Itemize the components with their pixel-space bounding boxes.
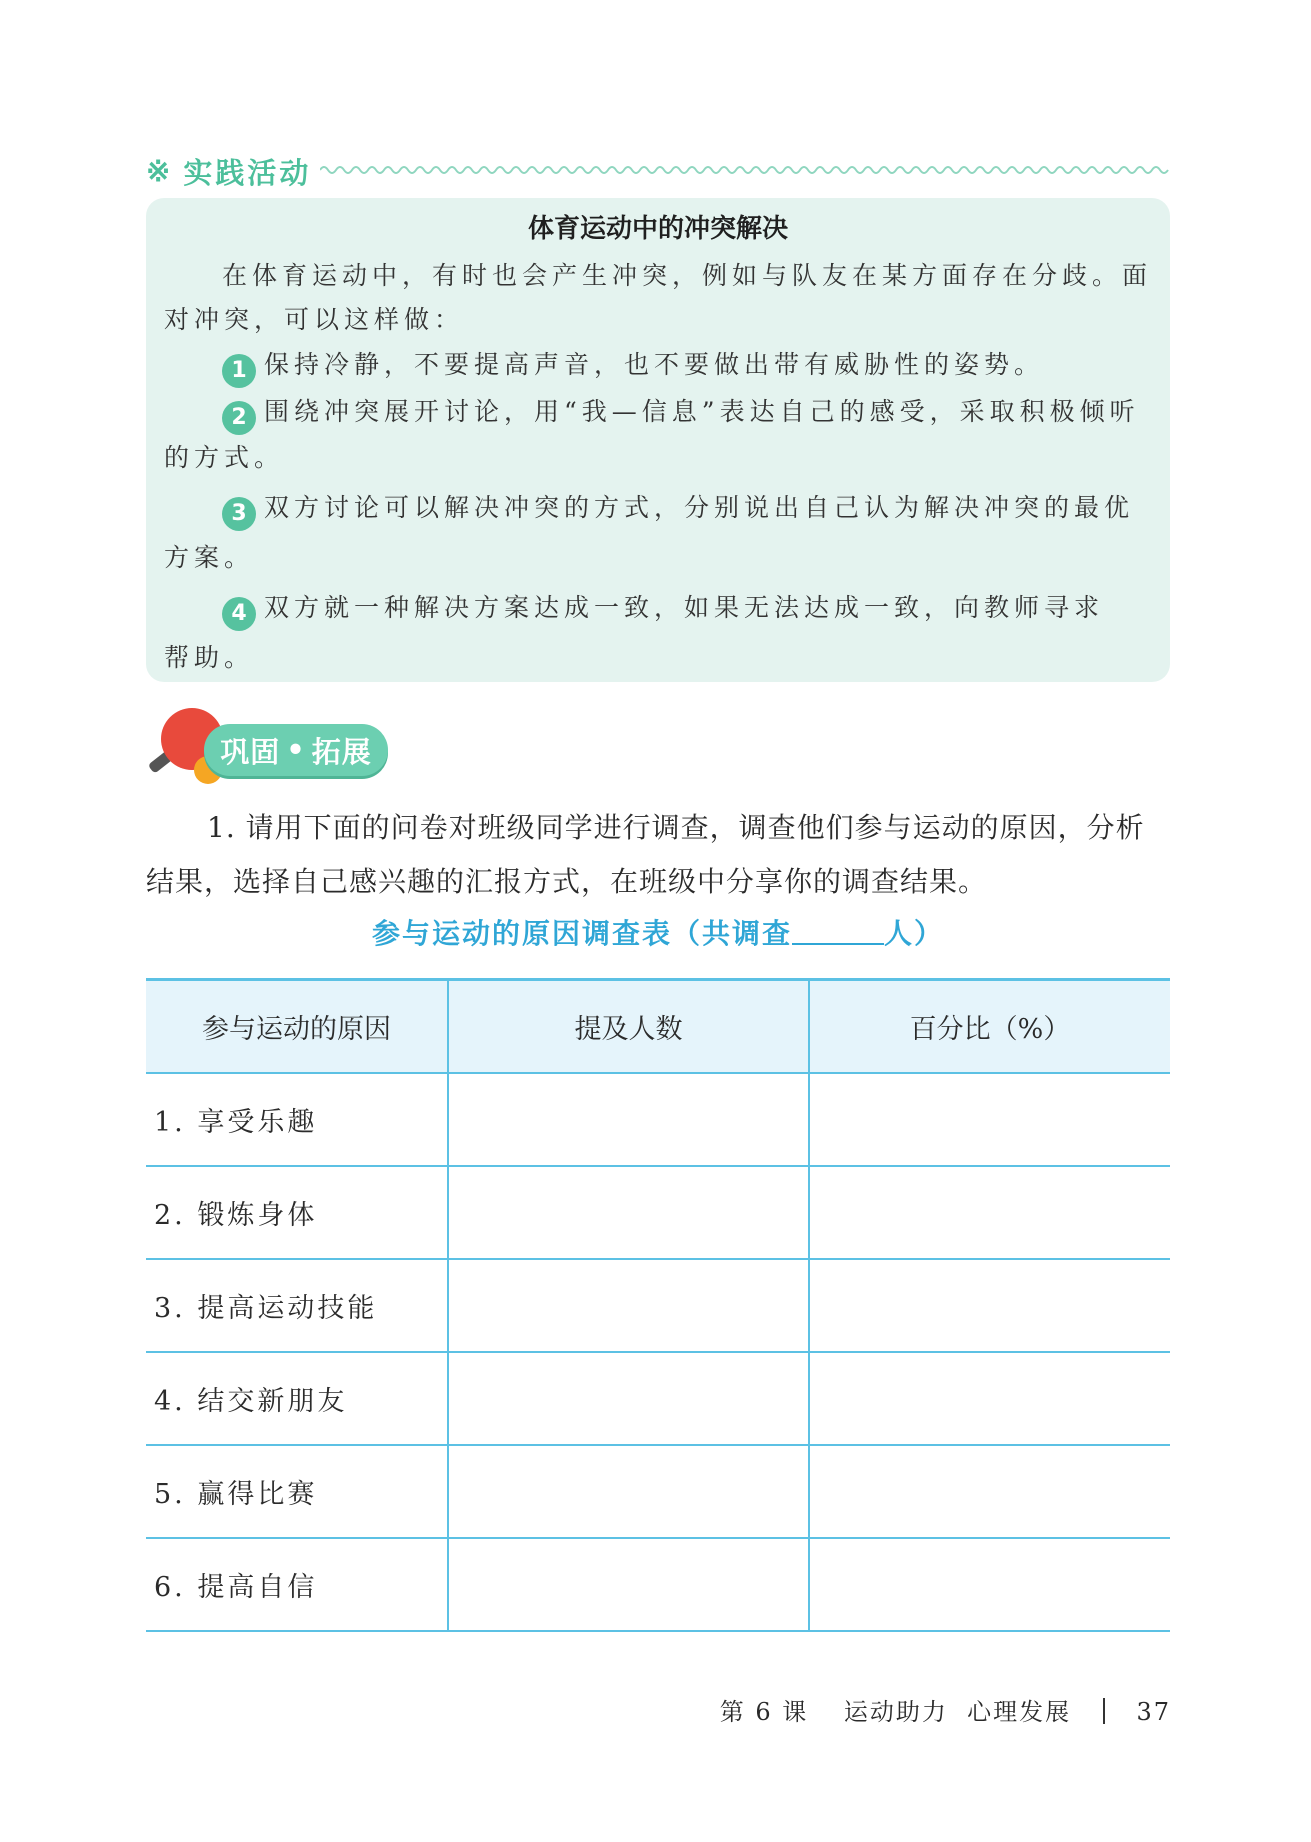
footer-separator bbox=[1103, 1698, 1105, 1724]
page-footer bbox=[720, 1692, 1171, 1727]
count-cell[interactable] bbox=[448, 1166, 809, 1259]
table-row bbox=[146, 1352, 1170, 1445]
column-header-reason: 参与运动的原因 bbox=[146, 980, 448, 1074]
percent-cell[interactable] bbox=[809, 1073, 1170, 1166]
percent-cell[interactable] bbox=[809, 1352, 1170, 1445]
table-title bbox=[146, 912, 1170, 952]
consolidate-expand-badge bbox=[204, 724, 388, 776]
intro-line-2: 对冲突，可以这样做： bbox=[164, 305, 465, 334]
lesson-title: 运动助力 心理发展 bbox=[843, 1698, 1072, 1726]
badge-left-text: 巩固 bbox=[220, 734, 281, 769]
table-row bbox=[146, 1259, 1170, 1352]
number-3-icon: 3 bbox=[222, 497, 256, 531]
table-row bbox=[146, 1166, 1170, 1259]
reason-cell: 6. 提高自信 bbox=[146, 1538, 448, 1631]
section-header bbox=[146, 148, 311, 194]
step-4 bbox=[222, 588, 1104, 631]
step-1 bbox=[222, 345, 1044, 388]
question-line-1: 1. 请用下面的问卷对班级同学进行调查，调查他们参与运动的原因，分析 bbox=[207, 811, 1145, 844]
step-3-text: 双方讨论可以解决冲突的方式，分别说出自己认为解决冲突的最优 bbox=[264, 493, 1135, 522]
page-number: 37 bbox=[1136, 1698, 1171, 1726]
count-cell[interactable] bbox=[448, 1073, 809, 1166]
survey-table bbox=[146, 978, 1170, 1632]
reason-cell: 4. 结交新朋友 bbox=[146, 1352, 448, 1445]
wavy-divider bbox=[320, 160, 1170, 180]
number-1-icon: 1 bbox=[222, 354, 256, 388]
table-title-suffix: 人） bbox=[884, 917, 945, 950]
table-row bbox=[146, 1538, 1170, 1631]
step-1-text: 保持冷静，不要提高声音，也不要做出带有威胁性的姿势。 bbox=[264, 350, 1045, 379]
table-header-row bbox=[146, 980, 1170, 1074]
column-header-percent: 百分比（%） bbox=[809, 980, 1170, 1074]
percent-cell[interactable] bbox=[809, 1538, 1170, 1631]
step-2-text: 围绕冲突展开讨论，用“我—信息”表达自己的感受，采取积极倾听 bbox=[264, 397, 1140, 426]
step-3 bbox=[222, 488, 1134, 531]
intro-line-1: 在体育运动中，有时也会产生冲突，例如与队友在某方面存在分歧。面 bbox=[222, 261, 1153, 290]
reason-cell: 5. 赢得比赛 bbox=[146, 1445, 448, 1538]
table-row bbox=[146, 1445, 1170, 1538]
step-2-continuation: 的方式。 bbox=[164, 443, 285, 472]
count-cell[interactable] bbox=[448, 1259, 809, 1352]
step-4-text: 双方就一种解决方案达成一致，如果无法达成一致，向教师寻求 bbox=[264, 593, 1105, 622]
reason-cell: 3. 提高运动技能 bbox=[146, 1259, 448, 1352]
number-2-icon: 2 bbox=[222, 401, 256, 435]
badge-right-text: 拓展 bbox=[311, 734, 372, 769]
step-2 bbox=[222, 392, 1140, 435]
percent-cell[interactable] bbox=[809, 1259, 1170, 1352]
reason-cell: 2. 锻炼身体 bbox=[146, 1166, 448, 1259]
column-header-count: 提及人数 bbox=[448, 980, 809, 1074]
count-cell[interactable] bbox=[448, 1445, 809, 1538]
count-cell[interactable] bbox=[448, 1538, 809, 1631]
percent-cell[interactable] bbox=[809, 1166, 1170, 1259]
lesson-number: 第 6 课 bbox=[719, 1698, 809, 1726]
step-4-continuation: 帮助。 bbox=[164, 643, 255, 672]
question-line-2: 结果，选择自己感兴趣的汇报方式，在班级中分享你的调查结果。 bbox=[146, 865, 988, 898]
section-title: 实践活动 bbox=[183, 155, 312, 190]
step-3-continuation: 方案。 bbox=[164, 543, 255, 572]
activity-title: 体育运动中的冲突解决 bbox=[527, 214, 788, 244]
survey-count-blank[interactable] bbox=[792, 917, 884, 945]
table-row bbox=[146, 1073, 1170, 1166]
count-cell[interactable] bbox=[448, 1352, 809, 1445]
percent-cell[interactable] bbox=[809, 1445, 1170, 1538]
reference-mark-icon: ※ bbox=[146, 154, 174, 188]
badge-dot: • bbox=[286, 733, 306, 767]
reason-cell: 1. 享受乐趣 bbox=[146, 1073, 448, 1166]
table-title-prefix: 参与运动的原因调查表（共调查 bbox=[371, 917, 792, 950]
number-4-icon: 4 bbox=[222, 597, 256, 631]
